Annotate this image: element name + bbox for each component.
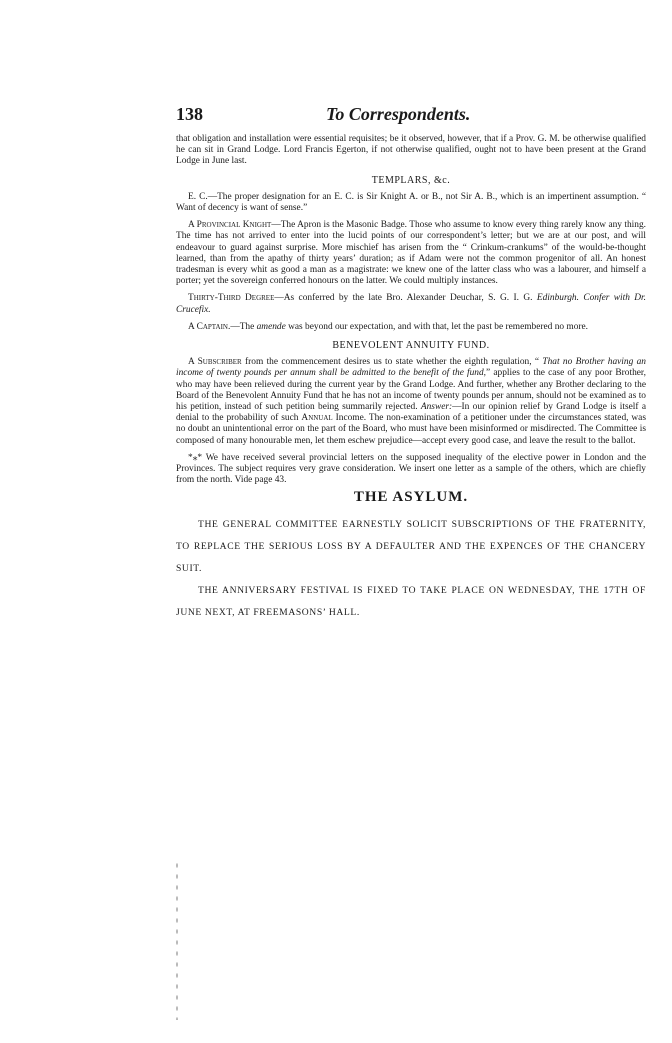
provincial-knight-paragraph (176, 220, 646, 287)
templars-heading: TEMPLARS, &c. (371, 174, 451, 186)
answer-label: Answer: (420, 402, 453, 413)
thirty-third-italic: Edinburgh. Confer with Dr. Crucefix. (176, 293, 647, 315)
captain-paragraph (176, 322, 646, 333)
subscriber-paragraph (176, 357, 646, 447)
asylum-notice-festival: THE ANNIVERSARY FESTIVAL IS FIXED TO TAKE PLACE ON WEDNESDAY, THE 17TH OF JUNE NEXT, AT FREEMASONS’ HALL. (176, 584, 646, 618)
subscriber-text-b: ” applies to the case of any poor Brother, who may have been relieved during the current year by the Grand Lodge. And further, whether any Brother declaring to the Board of the Benevolent Annuity Fund that he has not an income of twenty pounds per annum, should not be examined as to his petition, instead of such petition being summarily rejected. (176, 368, 647, 413)
captain-text-a: .—The (227, 321, 257, 332)
captain-italic: amende (256, 321, 286, 332)
captain-lead: A Captain (188, 321, 228, 332)
subscriber-text-d: Income. The non-examination of a petitioner under the circumstances stated, was no doubt an unintentional error on the part of the Board, who must have been misinformed or misdirected. The Committee is composed of many honourable men, let them eschew prejudice—accept every good case, and leave the result to the ballot. (176, 413, 646, 446)
provincial-knight-text: —The Apron is the Masonic Badge. Those who assume to know every thing rarely know any thing. The time has not arrived to enter into the lucid points of our correspondent’s letter; but we are at our post, and will endeavour to guard against surprise. More mischief has arisen from the “ Crinkum-crankums” of the would-be-thought learned, than from the apathy of thirty years’ duration; as if Adam were not the common progenitor of all. An honest tradesman is every whit as good a man as a magistrate: we knew one of the latter class who was a labourer, and himself a porter; yet the sovereign conferred honours on the latter. We could multiply instances. (176, 220, 647, 287)
subscriber-text-c: —In our opinion relief by Grand Lodge is itself a denial to the probability of such (176, 402, 646, 424)
subscriber-text-a: from the commencement desires us to state whether the eighth regulation, “ (241, 357, 543, 368)
subscriber-lead: A Subscriber (188, 357, 242, 368)
margin-speckles (175, 860, 179, 1020)
ec-paragraph: E. C.—The proper designation for an E. C. is Sir Knight A. or B., not Sir A. B., which is an impertinent assumption. “ Want of decency is want of sense.” (176, 191, 646, 214)
thirty-third-lead: Thirty-Third Degree (188, 293, 275, 304)
subscriber-italic: That no Brother having an income of twenty pounds per annum shall be admitted to the benefit of the fund, (176, 357, 646, 379)
thirty-third-paragraph (176, 293, 646, 315)
intro-paragraph: that obligation and installation were essential requisites; be it observed, however, that if a Prov. G. M. be otherwise qualified he can sit in Grand Lodge. Lord Francis Egerton, if not otherwise qualified, ought not to have been present at the Grand Lodge in June last. (176, 134, 646, 167)
asylum-notice-subscriptions: THE GENERAL COMMITTEE EARNESTLY SOLICIT SUBSCRIPTIONS OF THE FRATERNITY, TO REPLACE THE SERIOUS LOSS BY A DEFAULTER AND THE EXPENCES OF THE CHANCERY SUIT. (176, 518, 646, 574)
asylum-heading: THE ASYLUM. (353, 489, 469, 506)
thirty-third-text: —As conferred by the late Bro. Alexander Deuchar, S. G. I. G. (274, 293, 537, 304)
provincial-knight-lead: A Provincial Knight (188, 220, 272, 231)
page-number: 138 (176, 104, 203, 124)
captain-text-b: was beyond our expectation, and with that, let the past be remembered no more. (285, 321, 589, 332)
running-title: To Correspondents. (326, 104, 471, 124)
provincial-letters-note: *⁎* We have received several provincial letters on the supposed inequality of the elective power in London and the Provinces. The subject requires very grave consideration. We insert one letter as a sample of the others, which are chiefly from the north. Vide page 43. (176, 452, 646, 486)
benevolent-heading: BENEVOLENT ANNUITY FUND. (332, 340, 490, 352)
page-header (176, 104, 646, 128)
annual-word: Annual (301, 413, 333, 424)
page-body (176, 134, 646, 624)
